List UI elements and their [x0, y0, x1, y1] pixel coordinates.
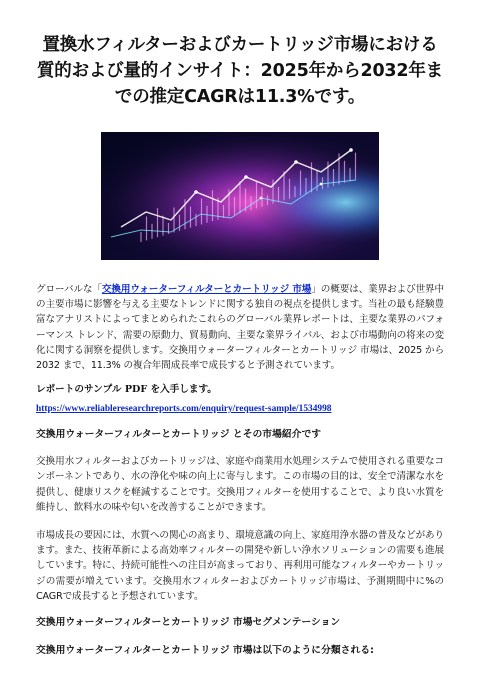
section-heading-intro: 交換用ウォーターフィルターとカートリッジ とその市場紹介です [36, 429, 322, 441]
market-intro-paragraph: 交換用水フィルターおよびカートリッジは、家庭や商業用水処理システムで使用される重要なコンポーネントであり、水の浄化や味の向上に寄与します。この市場の目的は、安全で清潔な水を提供し、健康リスクを軽減することです。交換用フィルターを使用することで、より良い水質を維持し、飲料水の味や匂いを改善することができます。 [36, 456, 444, 513]
market-report-link[interactable]: 交換用ウォーターフィルターとカートリッジ 市場 [101, 284, 312, 295]
page-title: 置換水フィルターおよびカートリッジ市場における質的および量的インサイト：2025年から2032年までの推定CAGRは11.3%です。 [37, 35, 443, 107]
market-growth-paragraph: 市場成長の要因には、水質への関心の高まり、環境意識の向上、家庭用浄水器の普及などがあります。また、技術革新による高効率フィルターの開発や新しい浄水ソリューションの需要も進展しています。特に、持続可能性への注目が高まっており、再利用可能なフィルターやカートリッジの需要が増えています。交換用水フィルターおよびカートリッジ市場は、予測期間中に%のCAGRで成長すると予想されています。 [36, 530, 444, 602]
sample-request-link[interactable]: https://www.reliableresearchreports.com/enquiry/request-sample/1534998 [36, 404, 332, 415]
sample-pdf-label: レポートのサンプル PDF を入手します。 [36, 384, 217, 396]
intro-prefix: グローバルな「 [36, 284, 102, 295]
sample-url-line [36, 396, 444, 416]
hero-image-market-chart [101, 132, 379, 260]
intro-paragraph [36, 282, 444, 373]
intro-suffix: 」の概要は、業界および世界中の主要市場に影響を与える主要なトレンドに関する独自の視点を提供します。当社の最も経験豊富なアナリストによってまとめられたこれらのグローバル業界レポートは、主要な業界のパフォーマンス トレンド、需要の原動力、貿易動向、主要な業界ライバル、および市場動向の将来の変化に関する洞察を提供します。交換用ウォーターフィルターとカートリッジ 市場は、2025 から 2032 まで、11.3% の複合年間成長率で成長すると予測されています。 [36, 284, 444, 372]
section-heading-classification: 交換用ウォーターフィルターとカートリッジ 市場は以下のように分類される: [36, 645, 374, 657]
section-heading-segmentation: 交換用ウォーターフィルターとカートリッジ 市場セグメンテーション [36, 617, 341, 629]
